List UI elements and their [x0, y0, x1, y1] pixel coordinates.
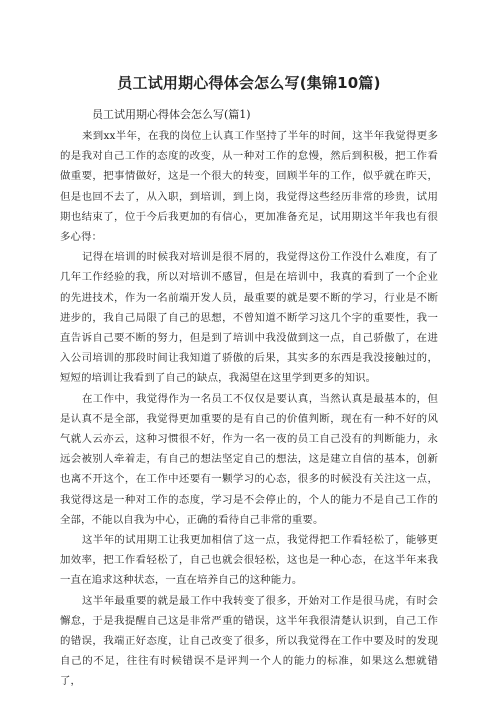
paragraph-5: 这半年最重要的就是最工作中我转变了很多，开始对工作是很马虎，有时会懈怠，于是我提醒自己这是非常严重的错误，这半年我很清楚认识到，自己工作的错误，我端正好态度，让自己改变了很多，所以我觉得在工作中要及时的发现自己的不足，往往有时候错误不是评判一个人的能力的标准，如果这么想就错了， [60, 594, 438, 688]
paragraph-3: 在工作中，我觉得作为一名员工不仅仅是要认真，当然认真是最基本的，但是认真不是全部，我觉得更加重要的是有自己的价值判断，现在有一种不好的风气就人云亦云，这种习惯很不好，作为一名一夜的员工自己没有的判断能力，永远会被别人牵着走，有自己的想法坚定自己的想法，这是建立自信的基本，创新也离不开这个，在工作中还要有一颗学习的心态，很多的时候没有关注这一点，我觉得这是一种对工作的态度，学习是不会停止的，个人的能力不是自己工作的全部，不能以自我为中心，正确的看待自己非常的重要。 [60, 392, 438, 526]
section-subtitle: 员工试用期心得体会怎么写(篇1) [92, 108, 251, 121]
paragraph-4: 这半年的试用期工让我更加相信了这一点，我觉得把工作看轻松了，能够更加效率，把工作看轻松了，自己也就会很轻松，这也是一种心态，在这半年来我一直在追求这种状态，一直在培养自己的这种能力。 [60, 534, 438, 587]
paragraph-2: 记得在培训的时候我对培训是很不屑的，我觉得这份工作没什么难度，有了几年工作经验的我，所以对培训不感冒，但是在培训中，我真的看到了一个企业的先进技术，作为一名前端开发人员，最重要的就是要不断的学习，行业是不断进步的，我自己局限了自己的思想，不曾知道不断学习这几个字的重要性，我一直告诉自己要不断的努力，但是到了培训中我没做到这一点，自己骄傲了，在进入公司培训的那段时间让我知道了骄傲的后果，其实多的东西是我没接触过的，短短的培训让我看到了自己的缺点，我渴望在这里学到更多的知识。 [60, 251, 438, 385]
document-title: 员工试用期心得体会怎么写(集锦10篇) [117, 74, 381, 92]
paragraph-1: 来到xx半年，在我的岗位上认真工作坚持了半年的时间，这半年我觉得更多的是我对自己工作的态度的改变，从一种对工作的怠慢，然后到积极，把工作看做重要，把事情做好，这是一个很大的转变，回顾半年的工作，似乎就在昨天，但是也回不去了，从入职，到培训，到上岗，我觉得这些经历非常的珍贵，试用期也结束了，位于今后我更加的有信心，更加准备充足，试用期这半年我也有很多心得： [60, 130, 438, 244]
